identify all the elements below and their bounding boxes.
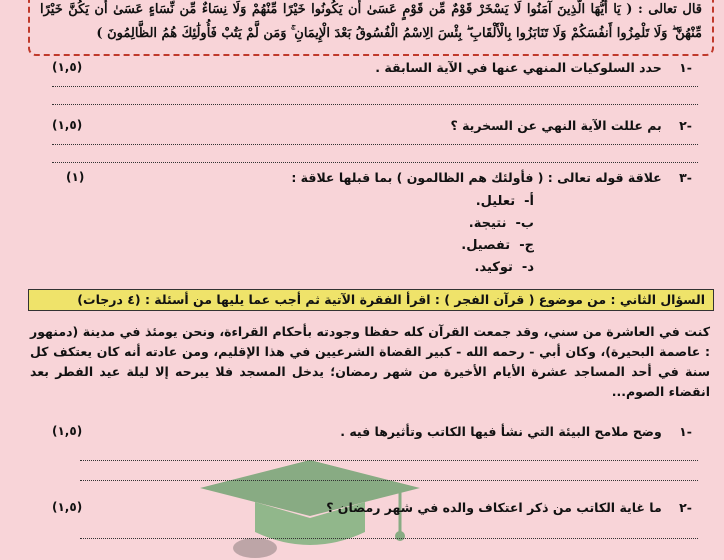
option-d[interactable] xyxy=(475,260,535,275)
option-b[interactable] xyxy=(469,216,534,231)
question-2-1 xyxy=(340,424,692,439)
question-number: -٣ xyxy=(679,170,692,185)
answer-line[interactable] xyxy=(80,460,698,461)
option-text: توكيد. xyxy=(474,260,513,275)
option-letter: أ- xyxy=(524,194,534,209)
question-2-2 xyxy=(326,500,692,515)
question-text: حدد السلوكيات المنهي عنها في الآية السابقة . xyxy=(375,60,662,75)
answer-line[interactable] xyxy=(52,162,698,163)
answer-line[interactable] xyxy=(52,144,698,145)
option-letter: ب- xyxy=(515,216,534,231)
verse-box xyxy=(28,0,714,56)
question-text: بم عللت الآية النهي عن السخرية ؟ xyxy=(450,118,662,133)
question-1-1 xyxy=(375,60,692,75)
answer-line[interactable] xyxy=(80,538,698,539)
section-2-header xyxy=(28,289,714,311)
option-letter: ج- xyxy=(519,238,534,253)
question-number: -٢ xyxy=(679,118,692,133)
section-title: السؤال الثاني : من موضوع ( قرآن الفجر ) : اقرأ الفقرة الآتية ثم أجب عما يليها من أسئلة : (٤ درجات) xyxy=(77,292,705,307)
answer-line[interactable] xyxy=(52,86,698,87)
option-text: تفصيل. xyxy=(461,238,511,253)
question-text: علاقة قوله تعالى : ( فأولئك هم الظالمون ) بما قبلها علاقة : xyxy=(291,170,662,185)
question-1-3 xyxy=(291,170,692,185)
question-1-2 xyxy=(451,118,693,133)
question-mark: (١,٥) xyxy=(52,60,83,74)
question-mark: (١,٥) xyxy=(52,424,83,438)
answer-line[interactable] xyxy=(52,104,698,105)
question-mark: (١,٥) xyxy=(52,500,83,514)
verse-intro: قال تعالى : xyxy=(637,2,703,17)
question-text: ما غاية الكاتب من ذكر اعتكاف والده في شهر رمضان ؟ xyxy=(326,500,662,515)
question-number: -١ xyxy=(679,424,692,439)
option-letter: د- xyxy=(521,260,534,275)
option-a[interactable] xyxy=(476,194,534,209)
answer-line[interactable] xyxy=(80,480,698,481)
question-number: -٢ xyxy=(679,500,692,515)
question-mark: (١) xyxy=(66,170,85,184)
question-mark: (١,٥) xyxy=(52,118,83,132)
verse-text: ( يَا أَيُّهَا الَّذِينَ آمَنُوا لَا يَسْخَرْ قَوْمٌ مِّن قَوْمٍ عَسَىٰ أَن يَكُونُوا خَيْرًا مِّنْهُمْ وَلَا نِسَاءٌ مِّن نِّسَاءٍ عَسَىٰ أَن يَكُنَّ خَيْرًا مِّنْهُنَّ ۖ وَلَا تَلْمِزُوا أَنفُسَكُمْ وَلَا تَنَابَزُوا بِالْأَلْقَابِ ۖ بِئْسَ الِاسْمُ الْفُسُوقُ بَعْدَ الْإِيمَانِ ۚ وَمَن لَّمْ يَتُبْ فَأُولَٰئِكَ هُمُ الظَّالِمُونَ ) xyxy=(40,2,702,41)
question-text: وضح ملامح البيئة التي نشأ فيها الكاتب وتأثيرها فيه . xyxy=(340,424,662,439)
option-text: تعليل. xyxy=(475,194,516,209)
option-text: نتيجة. xyxy=(468,216,507,231)
question-number: -١ xyxy=(679,60,692,75)
reading-paragraph: كنت في العاشرة من سني، وقد جمعت القرآن كله حفظا وجودته بأحكام القراءة، ونحن يومئذ في مدينة (دمنهور : عاصمة البحيرة)، وكان أبي - رحمه الله - كبير القضاة الشرعيين في هذا الإقليم، ومن عادته أنه كان يعتكف كل سنة في أحد المساجد عشرة الأيام الأخيرة من شهر رمضان؛ يدخل المسجد فلا يبرحه إلا ليلة عيد الفطر بعد انقضاء الصوم... xyxy=(30,324,710,399)
option-c[interactable] xyxy=(461,238,534,253)
